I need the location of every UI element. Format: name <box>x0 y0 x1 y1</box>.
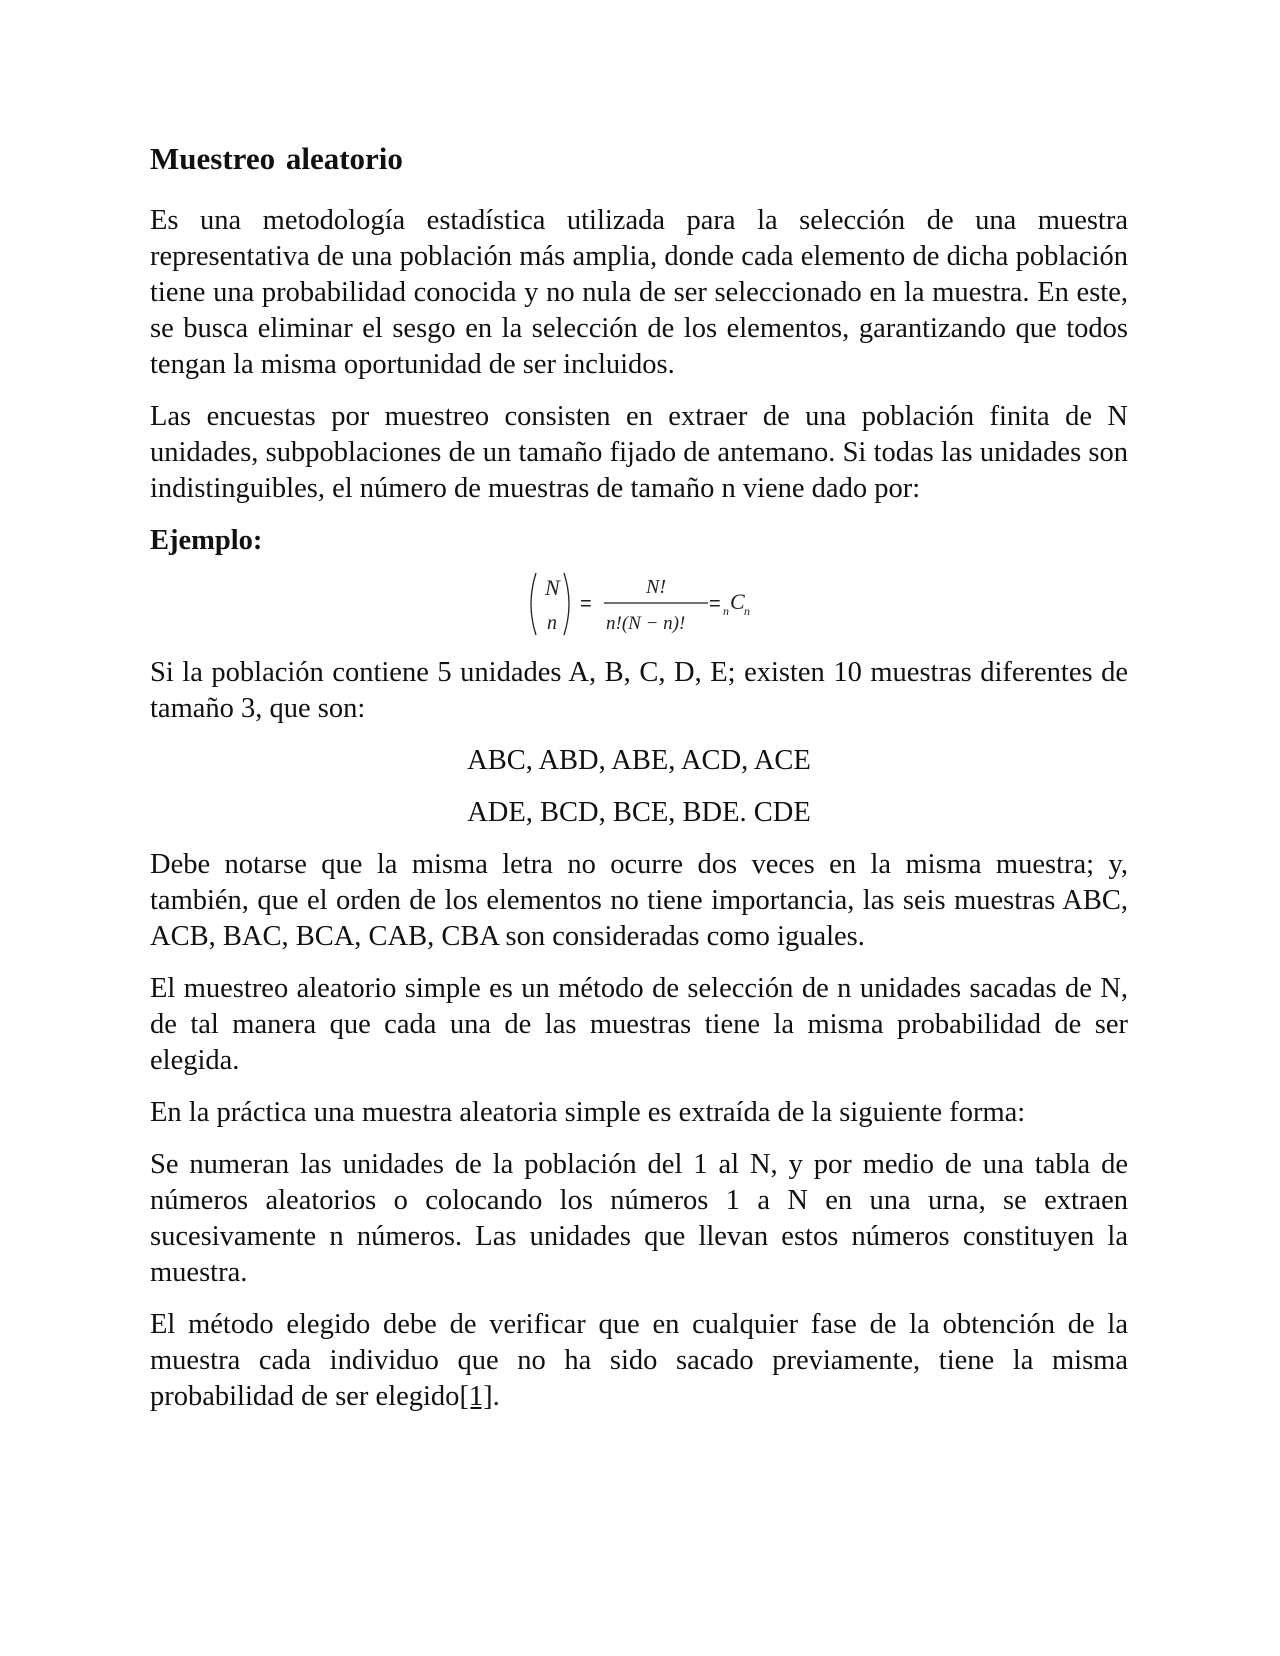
fraction-denominator: n!(N − n)! <box>606 613 686 635</box>
samples-line-2: ADE, BCD, BCE, BDE. CDE <box>467 797 811 829</box>
equals-sign: = <box>580 593 592 616</box>
samples-line-1: ABC, ABD, ABE, ACD, ACE <box>467 745 811 777</box>
paragraph-definition: Es una metodología estadística utilizada para la selección de una muestra representativa de una población más amplia, donde cada elemento de dicha población tiene una probabilidad conocida y no nula de ser seleccionado en la muestra. En este, se busca eliminar el sesgo en la selección de los elementos, garantizando que todos tengan la misma oportunidad de ser incluidos. <box>150 205 1128 381</box>
binom-left-paren <box>531 573 536 635</box>
paragraph-method-text: El método elegido debe de verificar que en cualquier fase de la obtención de la muestra cada individuo que no ha sido sacado previamente, tiene la misma probabilidad de ser elegido <box>150 1309 1128 1413</box>
paragraph-procedure: Se numeran las unidades de la población del 1 al N, y por medio de una tabla de números aleatorios o colocando los números 1 a N en una urna, se extraen sucesivamente n números. Las unidades que llevan estos números constituyen la muestra. <box>150 1149 1128 1289</box>
paragraph-practice: En la práctica una muestra aleatoria simple es extraída de la siguiente forma: <box>150 1097 1026 1129</box>
formula-svg <box>524 569 754 639</box>
combination-pre-subscript: n <box>723 604 729 619</box>
fraction-numerator: N! <box>646 576 666 599</box>
paragraph-order-note: Debe notarse que la misma letra no ocurre dos veces en la misma muestra; y, también, que el orden de los elementos no tiene importancia, las seis muestras ABC, ACB, BAC, BCA, CAB, CBA son consideradas como iguales. <box>150 849 1128 953</box>
footnote-reference-link[interactable]: [1] <box>459 1381 493 1413</box>
combination-formula <box>150 569 1128 639</box>
document-page <box>150 140 1128 1431</box>
paragraph-population-example: Si la población contiene 5 unidades A, B, C, D, E; existen 10 muestras diferentes de tamaño 3, que son: <box>150 657 1128 725</box>
paragraph-simple-random: El muestreo aleatorio simple es un método de selección de n unidades sacadas de N, de tal manera que cada una de las muestras tiene la misma probabilidad de ser elegida. <box>150 973 1128 1077</box>
example-label: Ejemplo: <box>150 525 263 557</box>
binom-right-paren <box>564 573 569 635</box>
binom-bottom: n <box>547 612 557 635</box>
equals-sign-2: = <box>709 593 721 616</box>
binom-top: N <box>545 575 560 601</box>
paragraph-method <box>150 1307 1128 1415</box>
paragraph-surveys: Las encuestas por muestreo consisten en extraer de una población finita de N unidades, subpoblaciones de un tamaño fijado de antemano. Si todas las unidades son indistinguibles, el número de muestras de tamaño n viene dado por: <box>150 401 1128 505</box>
page-title: Muestreo aleatorio <box>150 141 403 176</box>
combination-symbol: C <box>730 589 745 615</box>
combination-subscript: n <box>744 604 750 619</box>
paragraph-method-period: . <box>492 1381 500 1413</box>
